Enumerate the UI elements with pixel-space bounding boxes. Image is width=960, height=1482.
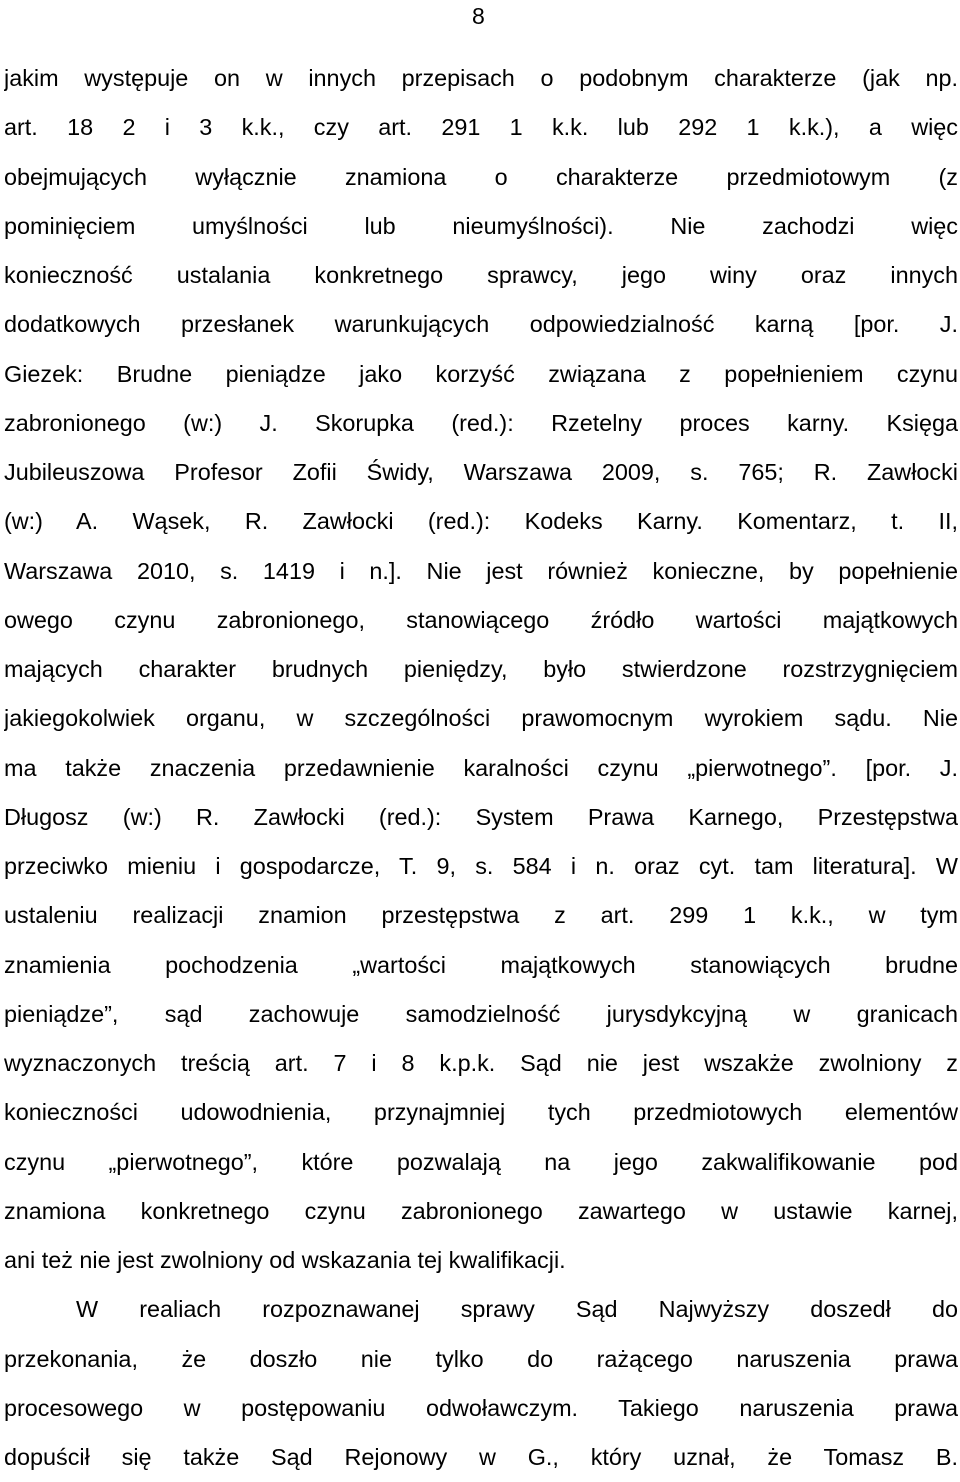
text-line-17: przeciwko mieniu i gospodarcze, T. 9, s. 584 i n. oraz cyt. tam literatura]. W [4,853,958,879]
text-line-3: obejmujących wyłącznie znamiona o charakterze przedmiotowym (z [4,163,958,190]
text-line-1: jakim występuje on w innych przepisach o podobnym charakterze (jak np. [4,65,958,91]
text-line-25: ani też nie jest zwolniony od wskazania tej kwalifikacji. [4,1247,566,1273]
text-line-29: dopuścił się także Sąd Rejonowy w G., który uznał, że Tomasz B. [4,1444,958,1470]
text-line-4: pominięciem umyślności lub nieumyślności). Nie zachodzi więc [4,212,958,239]
text-line-15: ma także znaczenia przedawnienie karalności czynu „pierwotnego”. [por. J. [4,754,958,781]
text-line-14: jakiegokolwiek organu, w szczególności prawomocnym wyrokiem sądu. Nie [4,705,958,732]
text-line-5: konieczność ustalania konkretnego sprawcy, jego winy oraz innych [4,262,958,288]
document-body [4,54,958,1482]
text-line-26: W realiach rozpoznawanej sprawy Sąd Najwyższy doszedł do [76,1296,958,1323]
text-line-16: Długosz (w:) R. Zawłocki (red.): System Prawa Karnego, Przestępstwa [4,803,958,830]
text-line-24: znamiona konkretnego czynu zabronionego zawartego w ustawie karnej, [4,1197,958,1224]
text-line-12: owego czynu zabronionego, stanowiącego źródło wartości majątkowych [4,606,958,633]
text-line-9: Jubileuszowa Profesor Zofii Świdy, Warszawa 2009, s. 765; R. Zawłocki [4,459,958,485]
text-line-20: pieniądze”, sąd zachowuje samodzielność jurysdykcyjną w granicach [4,1000,958,1027]
text-line-13: mających charakter brudnych pieniędzy, było stwierdzone rozstrzygnięciem [4,656,958,682]
text-line-23: czynu „pierwotnego”, które pozwalają na jego zakwalifikowanie pod [4,1148,958,1175]
text-line-27: przekonania, że doszło nie tylko do rażącego naruszenia prawa [4,1345,958,1372]
text-line-11: Warszawa 2010, s. 1419 i n.]. Nie jest również konieczne, by popełnienie [4,557,958,584]
text-line-2: art. 18 2 i 3 k.k., czy art. 291 1 k.k. lub 292 1 k.k.), a więc [4,114,958,141]
text-line-19: znamienia pochodzenia „wartości majątkowych stanowiących brudne [4,951,958,978]
text-line-6: dodatkowych przesłanek warunkujących odpowiedzialność karną [por. J. [4,311,958,338]
page-number: 8 [472,3,485,29]
text-line-21: wyznaczonych treścią art. 7 i 8 k.p.k. Sąd nie jest wszakże zwolniony z [4,1050,958,1076]
text-line-18: ustaleniu realizacji znamion przestępstwa z art. 299 1 k.k., w tym [4,902,958,929]
text-line-7: Giezek: Brudne pieniądze jako korzyść związana z popełnieniem czynu [4,360,958,387]
text-line-28: procesowego w postępowaniu odwoławczym. Takiego naruszenia prawa [4,1394,958,1421]
text-line-8: zabronionego (w:) J. Skorupka (red.): Rzetelny proces karny. Księga [4,409,958,436]
text-line-10: (w:) A. Wąsek, R. Zawłocki (red.): Kodeks Karny. Komentarz, t. II, [4,508,958,535]
text-line-22: konieczności udowodnienia, przynajmniej tych przedmiotowych elementów [4,1099,958,1126]
